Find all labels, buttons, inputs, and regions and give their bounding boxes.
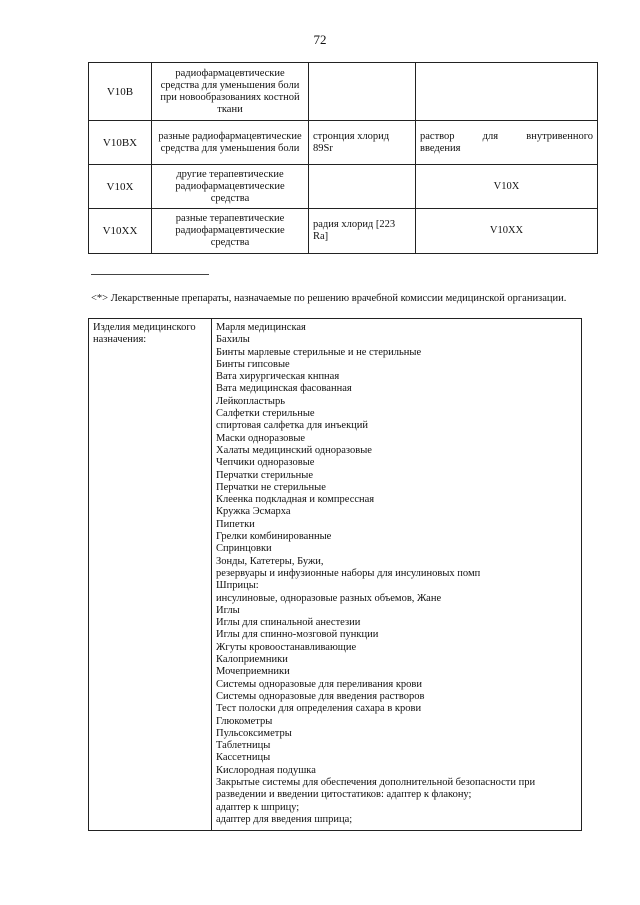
list-item: Спринцовки bbox=[216, 543, 272, 555]
dosage-form: V10XX bbox=[416, 209, 598, 254]
list-item: Кружка Эсмарха bbox=[216, 506, 291, 518]
list-item: Пипетки bbox=[216, 518, 255, 530]
list-item: Вата медицинская фасованная bbox=[216, 383, 352, 395]
list-item: Тест полоски для определения сахара в крови bbox=[216, 703, 422, 715]
list-item: Перчатки не стерильные bbox=[216, 481, 326, 493]
list-item: Закрытые системы для обеспечения дополнительной безопасности при bbox=[216, 776, 536, 788]
table-row bbox=[89, 209, 598, 254]
devices-list-cell bbox=[212, 319, 582, 831]
table-row bbox=[89, 319, 582, 831]
table-row bbox=[89, 63, 598, 121]
devices-label: Изделия медицинского назначения: bbox=[89, 319, 212, 831]
drug-table bbox=[88, 62, 598, 254]
list-item: Системы одноразовые для введения растворов bbox=[216, 690, 425, 702]
dosage-form: V10X bbox=[416, 165, 598, 209]
list-item: Иглы для спинно-мозговой пункции bbox=[216, 629, 379, 641]
table-row bbox=[89, 121, 598, 165]
list-item: Иглы для спинальной анестезии bbox=[216, 617, 361, 629]
list-item: Бахилы bbox=[216, 334, 250, 346]
atc-code: V10XX bbox=[89, 209, 152, 254]
list-item: Салфетки стерильные bbox=[216, 408, 315, 420]
footnote-separator bbox=[91, 274, 209, 275]
list-item: Жгуты кровоостанавливающие bbox=[216, 641, 357, 653]
anatomical-group: радиофармацевтические средства для уменьшения боли при новообразованиях костной ткани bbox=[152, 63, 309, 121]
list-item: адаптер к шприцу; bbox=[216, 801, 300, 813]
list-item: Зонды, Катетеры, Бужи, bbox=[216, 555, 324, 567]
list-item: Калоприемники bbox=[216, 654, 288, 666]
atc-code: V10B bbox=[89, 63, 152, 121]
list-item: Клеенка подкладная и компрессная bbox=[216, 494, 375, 506]
list-item: разведении и введении цитостатиков: адаптер к флакону; bbox=[216, 789, 472, 801]
list-item: Марля медицинская bbox=[216, 322, 306, 333]
list-item: Лейкопластырь bbox=[216, 395, 286, 407]
dosage-form bbox=[416, 63, 598, 121]
medical-devices-table bbox=[88, 318, 582, 831]
list-item: Бинты гипсовые bbox=[216, 358, 290, 370]
atc-code: V10X bbox=[89, 165, 152, 209]
inn-cell bbox=[309, 63, 416, 121]
list-item: Кассетницы bbox=[216, 752, 271, 764]
list-item: Бинты марлевые стерильные и не стерильные bbox=[216, 346, 422, 358]
inn-cell: радия хлорид [223 Ra] bbox=[309, 209, 416, 254]
list-item: Кислородная подушка bbox=[216, 764, 316, 776]
list-item: Халаты медицинский одноразовые bbox=[216, 444, 372, 456]
list-item: адаптер для введения шприца; bbox=[216, 813, 353, 825]
dosage-form-line: введения bbox=[420, 142, 461, 154]
list-item: Грелки комбинированные bbox=[216, 531, 332, 543]
list-item: Системы одноразовые для переливания крови bbox=[216, 678, 422, 690]
inn-cell bbox=[309, 165, 416, 209]
list-item: Иглы bbox=[216, 604, 240, 616]
list-item: Мочеприемники bbox=[216, 666, 290, 678]
page-number: 72 bbox=[313, 32, 327, 47]
anatomical-group: разные радиофармацевтические средства для уменьшения боли bbox=[152, 121, 309, 165]
list-item: Чепчики одноразовые bbox=[216, 457, 315, 469]
dosage-form bbox=[416, 121, 598, 165]
list-item: Шприцы: bbox=[216, 580, 259, 592]
list-item: резервуары и инфузионные наборы для инсулиновых помп bbox=[216, 567, 481, 579]
list-item: Пульсоксиметры bbox=[216, 727, 292, 739]
list-item: инсулиновые, одноразовые разных объемов, Жане bbox=[216, 592, 442, 604]
inn-cell: стронция хлорид 89Sr bbox=[309, 121, 416, 165]
list-item: Перчатки стерильные bbox=[216, 469, 313, 481]
anatomical-group: другие терапевтические радиофармацевтические средства bbox=[152, 165, 309, 209]
list-item: Маски одноразовые bbox=[216, 432, 306, 444]
list-item: спиртовая салфетка для инъекций bbox=[216, 420, 369, 432]
list-item: Вата хирургическая кнпная bbox=[216, 371, 340, 383]
anatomical-group: разные терапевтические радиофармацевтические средства bbox=[152, 209, 309, 254]
table-row bbox=[89, 165, 598, 209]
devices-list bbox=[216, 322, 577, 826]
list-item: Глюкометры bbox=[216, 715, 273, 727]
footnote: <*> Лекарственные препараты, назначаемые по решению врачебной комиссии медицинской организации. bbox=[91, 293, 567, 304]
dosage-form-line: раствор для внутривенного bbox=[420, 130, 593, 142]
atc-code: V10BX bbox=[89, 121, 152, 165]
list-item: Таблетницы bbox=[216, 740, 271, 752]
